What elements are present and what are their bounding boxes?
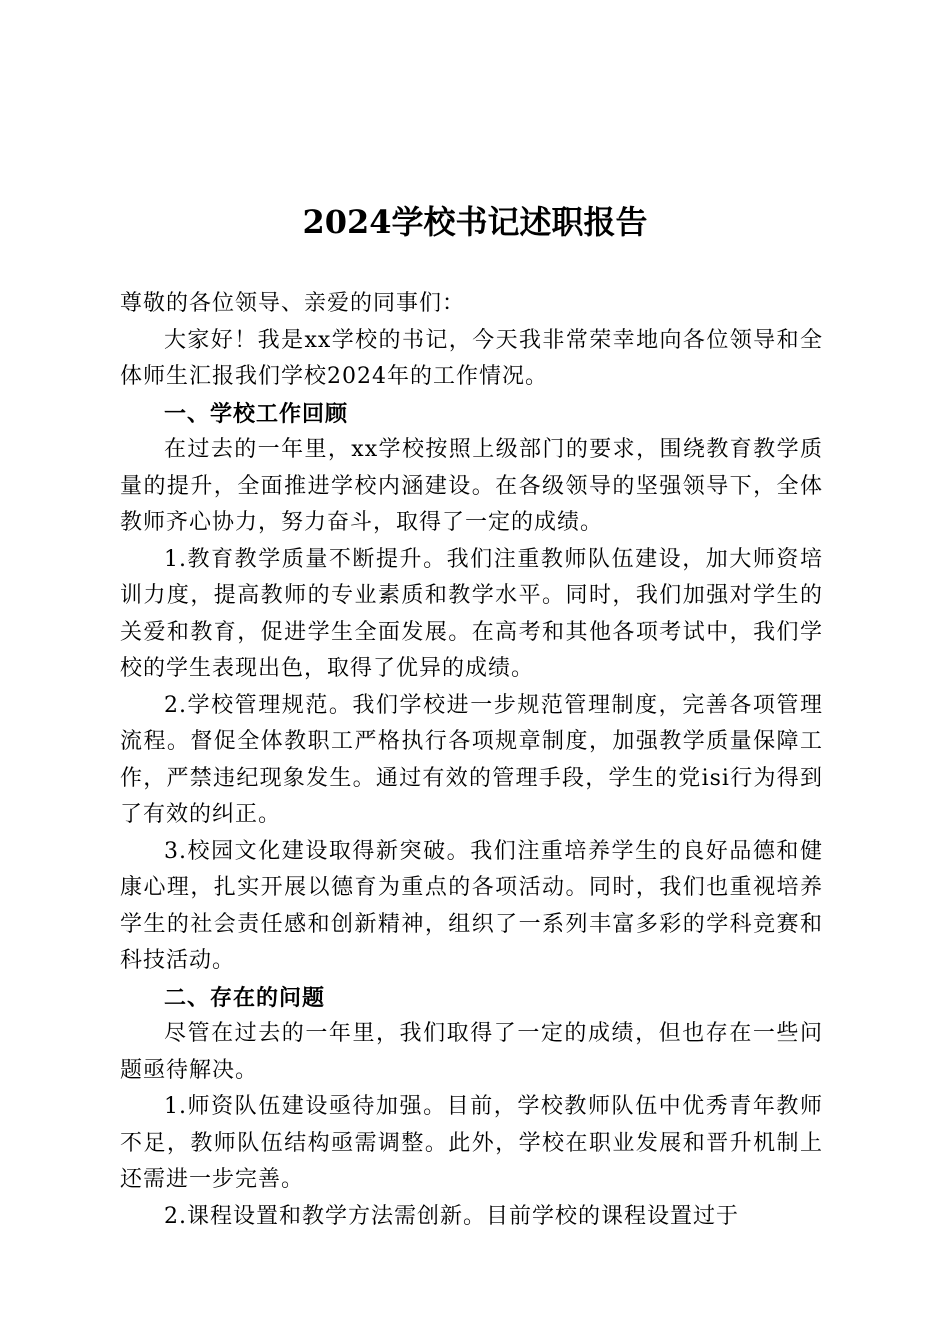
section-heading-review: 一、学校工作回顾 bbox=[164, 400, 349, 427]
problems-intro-paragraph: 尽管在过去的一年里，我们取得了一定的成绩，但也存在一些问题亟待解决。 bbox=[120, 1021, 823, 1083]
review-intro-paragraph: 在过去的一年里，xx学校按照上级部门的要求，围绕教育教学质量的提升，全面推进学校内涵建设。在各级领导的坚强领导下，全体教师齐心协力，努力奋斗，取得了一定的成绩。 bbox=[120, 437, 823, 535]
review-item-2: 2.学校管理规范。我们学校进一步规范管理制度，完善各项管理流程。督促全体教职工严格执行各项规章制度，加强教学质量保障工作，严禁违纪现象发生。通过有效的管理手段，学生的党isi行为得到了有效的纠正。 bbox=[120, 692, 823, 827]
problems-item-2: 2.课程设置和教学方法需创新。目前学校的课程设置过于 bbox=[164, 1203, 739, 1229]
review-item-3: 3.校园文化建设取得新突破。我们注重培养学生的良好品德和健康心理，扎实开展以德育为重点的各项活动。同时，我们也重视培养学生的社会责任感和创新精神，组织了一系列丰富多彩的学科竞赛和科技活动。 bbox=[120, 838, 823, 973]
section-heading-problems: 二、存在的问题 bbox=[164, 984, 326, 1011]
document-body bbox=[120, 286, 823, 1235]
greeting-paragraph: 大家好！我是xx学校的书记，今天我非常荣幸地向各位领导和全体师生汇报我们学校2024年的工作情况。 bbox=[120, 327, 823, 389]
problems-item-1: 1.师资队伍建设亟待加强。目前，学校教师队伍中优秀青年教师不足，教师队伍结构亟需调整。此外，学校在职业发展和晋升机制上还需进一步完善。 bbox=[120, 1094, 823, 1192]
review-item-1: 1.教育教学质量不断提升。我们注重教师队伍建设，加大师资培训力度，提高教师的专业素质和教学水平。同时，我们加强对学生的关爱和教育，促进学生全面发展。在高考和其他各项考试中，我们学校的学生表现出色，取得了优异的成绩。 bbox=[120, 546, 823, 681]
document-title: 2024学校书记述职报告 bbox=[302, 203, 648, 241]
salutation: 尊敬的各位领导、亲爱的同事们： bbox=[120, 291, 466, 316]
